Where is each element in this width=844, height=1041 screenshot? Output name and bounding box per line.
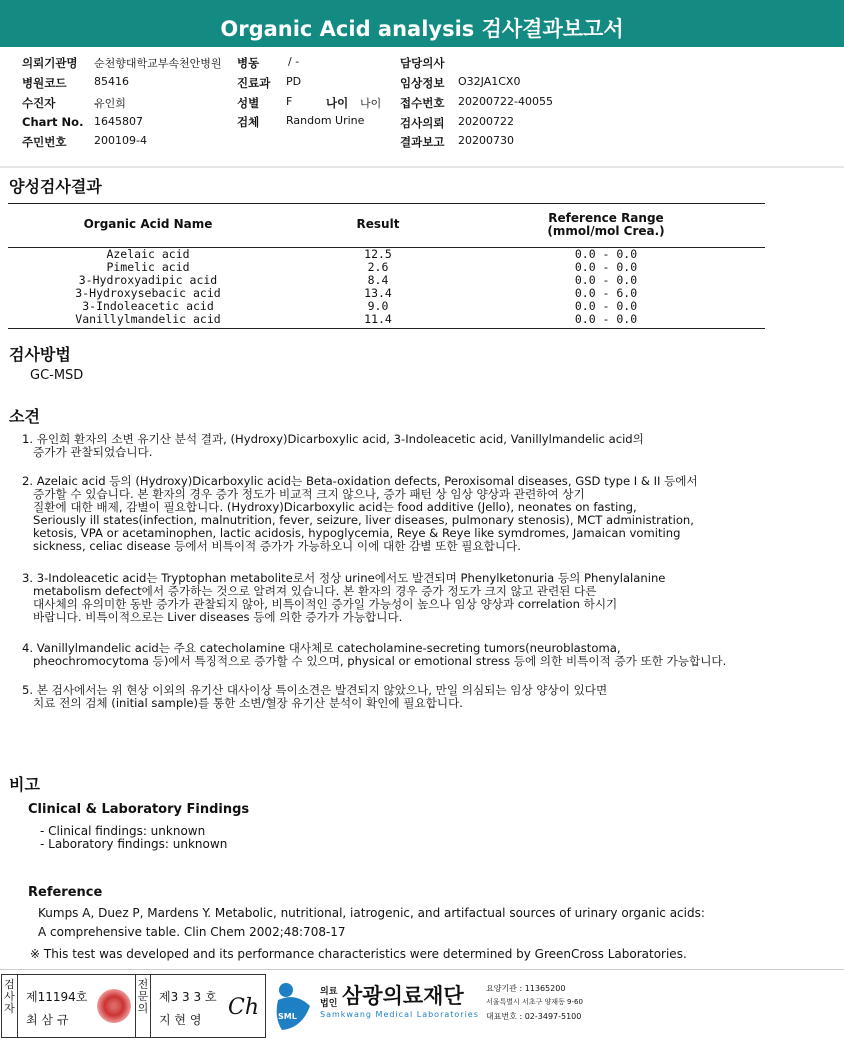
reference-line: A comprehensive table. Clin Chem 2002;48:708-17 [38, 925, 346, 939]
reference-title: Reference [28, 885, 103, 900]
info-value: Random Urine [286, 114, 365, 127]
acid-name: Pimelic acid [106, 260, 190, 274]
specialist-number: 제3 3 3 호 [159, 990, 217, 1004]
examiner-label: 검사자 [2, 975, 18, 1037]
info-label: 검사의뢰 [400, 116, 445, 130]
acid-name: 3-Hydroxyadipic acid [78, 273, 218, 287]
org-type-2: 법인 [320, 999, 338, 1009]
col-header-name: Organic Acid Name [83, 217, 213, 231]
info-label: 임상정보 [400, 76, 445, 90]
report-title: Organic Acid analysis 검사결과보고서 [0, 0, 844, 47]
info-label: 수진자 [22, 96, 56, 110]
acid-name: Azelaic acid [106, 247, 190, 261]
finding-paragraph: 1. 유인희 환자의 소변 유기산 분석 결과, (Hydroxy)Dicarboxylic acid, 3-Indoleacetic acid, Vanillylmandelic acid의 증가가 관찰되었습니다. [22, 432, 644, 459]
method-title: 검사방법 [9, 345, 71, 364]
acid-name: 3-Hydroxysebacic acid [75, 286, 221, 300]
info-label: 접수번호 [400, 96, 445, 110]
info-value: 나이 [360, 97, 382, 110]
acid-name: Vanillylmandelic acid [75, 312, 221, 326]
info-value: 200109-4 [94, 134, 147, 147]
info-value: 20200730 [458, 134, 514, 147]
finding-paragraph: 4. Vanillylmandelic acid는 주요 catecholamine 대사체로 catecholamine-secreting tumors(neuroblastoma, pheochromocytoma 등)에서 특징적으로 증가할 수 있으며, physical or emotional stress 등에 의한 비특이적 증가 또한 가능합니다. [22, 641, 727, 668]
acid-range: 0.0 - 0.0 [574, 247, 638, 261]
info-value: / - [288, 55, 300, 68]
finding-paragraph: 3. 3-Indoleacetic acid는 Tryptophan metabolite로서 정상 urine에서도 발견되며 Phenylketonuria 등의 Phenylalanine metabolism defect에서 증가하는 것으로 알려져 있습니다. 본 환자의 경우 증가 정도가 크지 않고 관련된 다른 대사체의 유의미한 동반 증가가 관찰되지 않아, 비특이적인 증가일 가능성이 높으나 임상 양상과 correlation 하시기 바랍니다. 비특이적으로는 Liver diseases 등에 의한 증가가 가능합니다. [22, 571, 666, 624]
info-value: F [286, 95, 293, 108]
acid-range: 0.0 - 0.0 [574, 273, 638, 287]
info-label: 성별 [237, 96, 260, 110]
acid-range: 0.0 - 0.0 [574, 260, 638, 274]
info-value: 유인희 [94, 97, 126, 110]
acid-result: 12.5 [364, 247, 392, 261]
col-header-ref2: (mmol/mol Crea.) [547, 224, 665, 238]
clinical-findings-title: Clinical & Laboratory Findings [28, 802, 250, 817]
info-value: 85416 [94, 75, 129, 88]
info-value: 1645807 [94, 115, 143, 128]
results-table-body [8, 248, 765, 329]
table-row [8, 313, 765, 326]
info-value: 20200722 [458, 115, 514, 128]
col-header-result: Result [356, 217, 400, 231]
finding-paragraph: 5. 본 검사에서는 위 현상 이외의 유기산 대사이상 특이소견은 발견되지 않았으나, 만일 의심되는 임상 양상이 있다면 치료 전의 검체 (initial sample)를 통한 소변/혈장 유기산 분석이 확인에 필요합니다. [22, 683, 608, 710]
clinical-line: - Clinical findings: unknown [40, 824, 206, 838]
lab-note: ※ This test was developed and its performance characteristics were determined by GreenCross Laboratories. [30, 947, 687, 961]
remarks-title: 비고 [9, 775, 40, 794]
examiner-number: 제11194호 [26, 990, 88, 1004]
acid-name: 3-Indoleacetic acid [82, 299, 214, 313]
acid-range: 0.0 - 6.0 [574, 286, 638, 300]
info-label: 병동 [237, 56, 260, 70]
info-value: PD [286, 75, 302, 88]
info-label: 결과보고 [400, 135, 445, 149]
signature: Ch [228, 995, 260, 1020]
info-label: 담당의사 [400, 56, 445, 70]
clinical-line: - Laboratory findings: unknown [40, 837, 228, 851]
seal-stamp [97, 989, 131, 1023]
specialist-name: 지 현 영 [159, 1013, 202, 1027]
sml-logo-icon [272, 978, 316, 1034]
org-name: 삼광의료재단 [342, 984, 464, 1008]
info-label: 병원코드 [22, 76, 67, 90]
info-value: 20200722-40055 [458, 95, 553, 108]
acid-result: 9.0 [367, 299, 389, 313]
logo-text: SML [278, 1012, 297, 1021]
findings-title: 소견 [9, 407, 40, 426]
method-value: GC-MSD [30, 368, 84, 383]
results-table-header [8, 203, 765, 248]
finding-paragraph: 2. Azelaic acid 등의 (Hydroxy)Dicarboxylic acid는 Beta-oxidation defects, Peroxisomal diseases, GSD type I & II 등에서 증가할 수 있습니다. 본 환자의 경우 증가 정도가 비교적 크지 않으나, 증가 패턴 상 임상 양상과 관련하여 상기 질환에 대한 배제, 감별이 필요합니다. (Hydroxy)Dicarboxylic acid는 food additive (Jello), neonates on fasting, Seriously ill states(infection, malnutrition, fever, seizure, liver diseases, pulmonary stenosis), MCT administration, ketosis, VPA or acetaminophen, lactic acidosis, hypoglycemia, Reye & Reye like symdromes, Jamaican vomiting sickness, celiac disease 등에서 비특이적 증가가 가능하오니 이에 대한 감별 또한 필요합니다. [22, 474, 698, 553]
info-value: O32JA1CX0 [458, 75, 521, 88]
contact-line: 요양기관 : 11365200 [486, 984, 566, 993]
acid-result: 13.4 [364, 286, 392, 300]
acid-range: 0.0 - 0.0 [574, 312, 638, 326]
contact-line: 서울특별시 서초구 양재동 9-60 [486, 998, 583, 1006]
acid-range: 0.0 - 0.0 [574, 299, 638, 313]
info-label: 의뢰기관명 [22, 56, 78, 70]
footer [0, 969, 844, 1041]
patient-info [0, 55, 844, 155]
info-label: Chart No. [22, 115, 84, 129]
org-type-1: 의료 [320, 987, 338, 997]
contact-line: 대표번호 : 02-3497-5100 [486, 1012, 582, 1021]
divider [0, 166, 844, 168]
info-label: 나이 [326, 96, 349, 110]
acid-result: 8.4 [367, 273, 389, 287]
signature-box [1, 974, 266, 1038]
info-label: 검체 [237, 115, 260, 129]
specialist-label: 전문의 [135, 975, 151, 1037]
info-value: 순천향대학교부속천안병원 [94, 57, 222, 70]
info-label: 진료과 [237, 76, 271, 90]
acid-result: 11.4 [364, 312, 392, 326]
results-section-title: 양성검사결과 [9, 177, 102, 196]
col-header-ref1: Reference Range [548, 211, 664, 225]
org-english-name: Samkwang Medical Laboratories [320, 1010, 479, 1019]
acid-result: 2.6 [367, 260, 389, 274]
reference-line: Kumps A, Duez P, Mardens Y. Metabolic, nutritional, iatrogenic, and artifactual sources of urinary organic acids: [38, 906, 705, 920]
examiner-name: 최 삼 규 [26, 1013, 69, 1027]
info-label: 주민번호 [22, 135, 67, 149]
